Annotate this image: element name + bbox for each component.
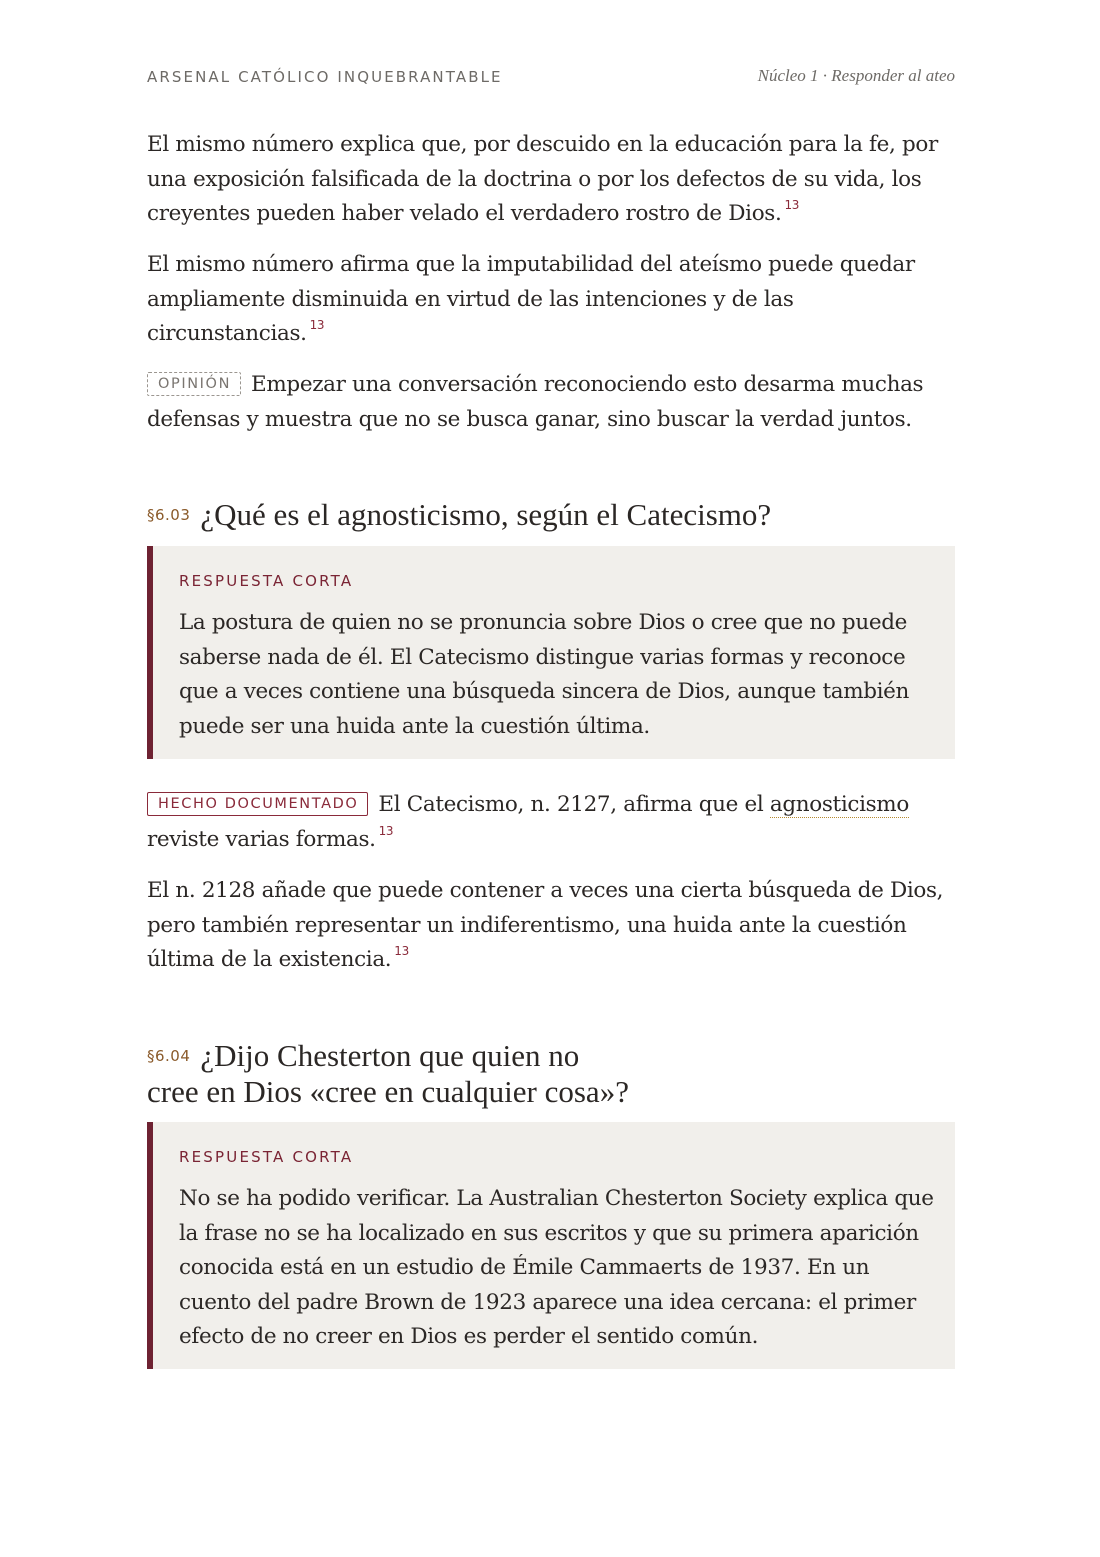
section-heading-604	[147, 1038, 955, 1109]
running-header	[147, 66, 955, 90]
short-answer-text: No se ha podido verificar. La Australian Chesterton Society explica que la frase no se ha localizado en sus escritos y que su primera aparición conocida está en un estudio de Émile Cammaerts de 1937. En un cuento del padre Brown de 1923 aparece una idea cercana: el primer efecto de no creer en Dios es perder el sentido común.	[179, 1186, 934, 1349]
chapter-title: Núcleo 1 · Responder al ateo	[757, 66, 955, 85]
book-title: ARSENAL CATÓLICO INQUEBRANTABLE	[147, 68, 503, 86]
section-title-line-2: cree en Dios «cree en cualquier cosa»?	[147, 1074, 629, 1109]
opinion-tag: OPINIÓN	[147, 372, 241, 396]
section-603-paragraph-2	[147, 874, 955, 978]
footnote-ref[interactable]: 13	[784, 198, 800, 212]
short-answer-text: La postura de quien no se pronuncia sobre Dios o cree que no puede saberse nada de él. El Catecismo distingue varias formas y reconoce que a veces contiene una búsqueda sincera de Dios, aunque también puede ser una huida ante la cuestión última.	[179, 610, 910, 739]
documented-fact-tag: HECHO DOCUMENTADO	[147, 792, 368, 816]
opinion-paragraph	[147, 368, 955, 437]
intro-paragraph-2	[147, 248, 955, 352]
footnote-ref[interactable]: 13	[309, 318, 325, 332]
fact-paragraph	[147, 788, 955, 857]
section-number: §6.04	[147, 1047, 191, 1065]
short-answer-box-604	[147, 1122, 955, 1369]
short-answer-label: RESPUESTA CORTA	[179, 572, 354, 590]
paragraph-text: El mismo número explica que, por descuido en la educación para la fe, por una exposición falsificada de la doctrina o por los defectos de su vida, los creyentes pueden haber velado el verdadero rostro de Dios.	[147, 132, 938, 226]
glossary-term[interactable]: agnosticismo	[769, 792, 909, 817]
section-heading-603	[147, 497, 955, 533]
paragraph-text: El n. 2128 añade que puede contener a veces una cierta búsqueda de Dios, pero también representar un indiferentismo, una huida ante la cuestión última de la existencia.	[147, 878, 944, 972]
section-title: ¿Qué es el agnosticismo, según el Catecismo?	[200, 497, 772, 532]
intro-paragraph-1	[147, 128, 955, 232]
paragraph-text: El mismo número afirma que la imputabilidad del ateísmo puede quedar ampliamente disminuida en virtud de las intenciones y de las circunstancias.	[147, 252, 915, 346]
short-answer-label: RESPUESTA CORTA	[179, 1148, 354, 1166]
section-number: §6.03	[147, 506, 191, 524]
paragraph-text: El Catecismo, n. 2127, afirma que el	[378, 792, 770, 817]
footnote-ref[interactable]: 13	[378, 823, 394, 838]
footnote-ref[interactable]: 13	[394, 944, 409, 958]
paragraph-text: Empezar una conversación reconociendo esto desarma muchas defensas y muestra que no se busca ganar, sino buscar la verdad juntos.	[147, 372, 924, 432]
paragraph-text-end: reviste varias formas.	[147, 826, 376, 852]
section-title-line-1: ¿Dijo Chesterton que quien no	[200, 1038, 580, 1073]
short-answer-box-603	[147, 546, 955, 759]
